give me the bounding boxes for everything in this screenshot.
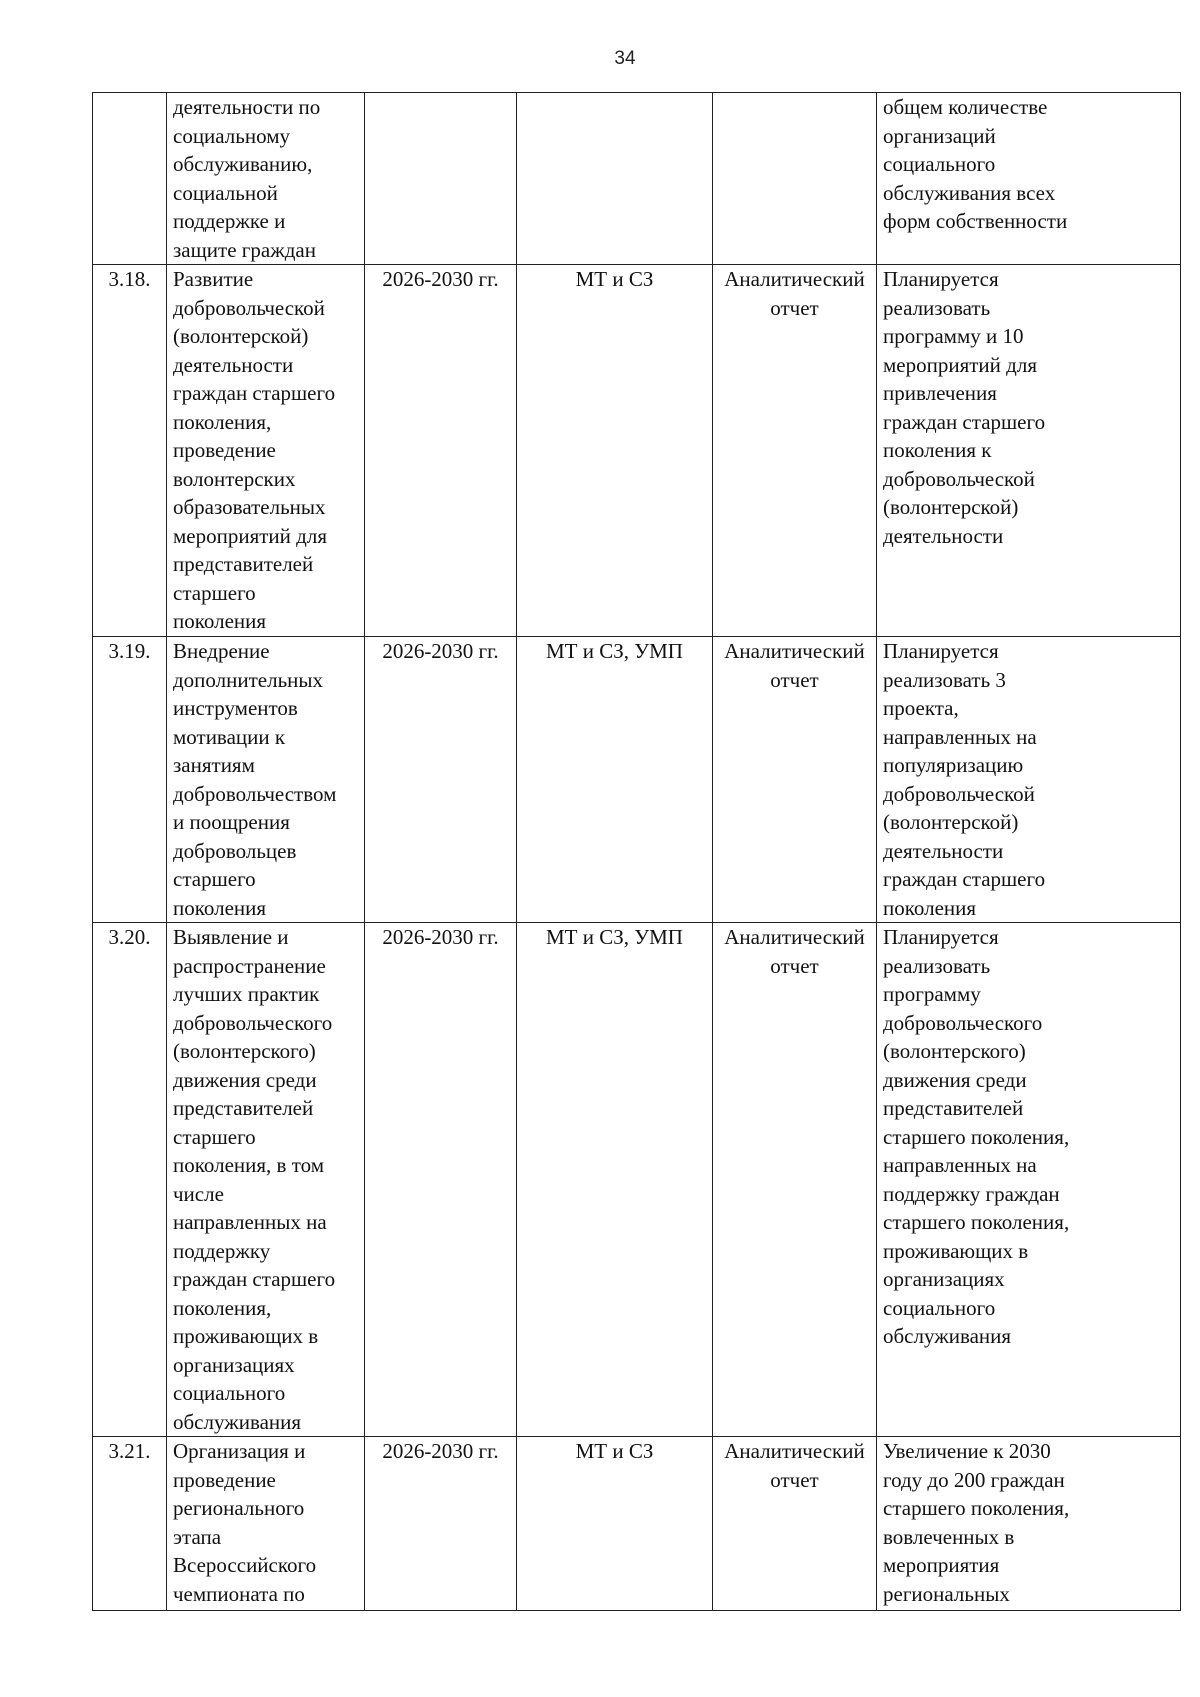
report-form <box>713 93 877 265</box>
report-form: Аналитический отчет <box>713 637 877 923</box>
table-row <box>93 93 1181 265</box>
period <box>365 93 517 265</box>
executor <box>517 93 713 265</box>
expected-result: Увеличение к 2030 году до 200 граждан старшего поколения, вовлеченных в мероприятия региональных <box>877 1437 1181 1611</box>
table-row <box>93 265 1181 637</box>
expected-result: Планируется реализовать программу добровольческого (волонтерского) движения среди представителей старшего поколения, направленных на поддержку граждан старшего поколения, проживающих в организациях социального обслуживания <box>877 923 1181 1437</box>
table-row <box>93 923 1181 1437</box>
report-form: Аналитический отчет <box>713 1437 877 1611</box>
period: 2026-2030 гг. <box>365 923 517 1437</box>
measure-name: Организация и проведение регионального этапа Всероссийского чемпионата по <box>167 1437 365 1611</box>
measure-name: деятельности по социальному обслуживанию, социальной поддержке и защите граждан <box>167 93 365 265</box>
expected-result: Планируется реализовать программу и 10 мероприятий для привлечения граждан старшего поколения к добровольческой (волонтерской) деятельности <box>877 265 1181 637</box>
page-number: 34 <box>614 48 636 69</box>
table-row <box>93 637 1181 923</box>
row-number: 3.20. <box>93 923 167 1437</box>
executor: МТ и СЗ, УМП <box>517 923 713 1437</box>
executor: МТ и СЗ <box>517 265 713 637</box>
measure-name: Выявление и распространение лучших практик добровольческого (волонтерского) движения среди представителей старшего поколения, в том числе направленных на поддержку граждан старшего поколения, проживающих в организациях социального обслуживания <box>167 923 365 1437</box>
report-form: Аналитический отчет <box>713 923 877 1437</box>
expected-result: Планируется реализовать 3 проекта, направленных на популяризацию добровольческой (волонтерской) деятельности граждан старшего поколения <box>877 637 1181 923</box>
measure-name: Внедрение дополнительных инструментов мотивации к занятиям добровольчеством и поощрения добровольцев старшего поколения <box>167 637 365 923</box>
row-number: 3.21. <box>93 1437 167 1611</box>
table-row <box>93 1437 1181 1611</box>
measure-name: Развитие добровольческой (волонтерской) деятельности граждан старшего поколения, проведение волонтерских образовательных мероприятий для представителей старшего поколения <box>167 265 365 637</box>
measures-table <box>92 92 1181 1611</box>
row-number: 3.18. <box>93 265 167 637</box>
executor: МТ и СЗ <box>517 1437 713 1611</box>
executor: МТ и СЗ, УМП <box>517 637 713 923</box>
report-form: Аналитический отчет <box>713 265 877 637</box>
period: 2026-2030 гг. <box>365 265 517 637</box>
expected-result: общем количестве организаций социального обслуживания всех форм собственности <box>877 93 1181 265</box>
row-number <box>93 93 167 265</box>
row-number: 3.19. <box>93 637 167 923</box>
period: 2026-2030 гг. <box>365 637 517 923</box>
period: 2026-2030 гг. <box>365 1437 517 1611</box>
